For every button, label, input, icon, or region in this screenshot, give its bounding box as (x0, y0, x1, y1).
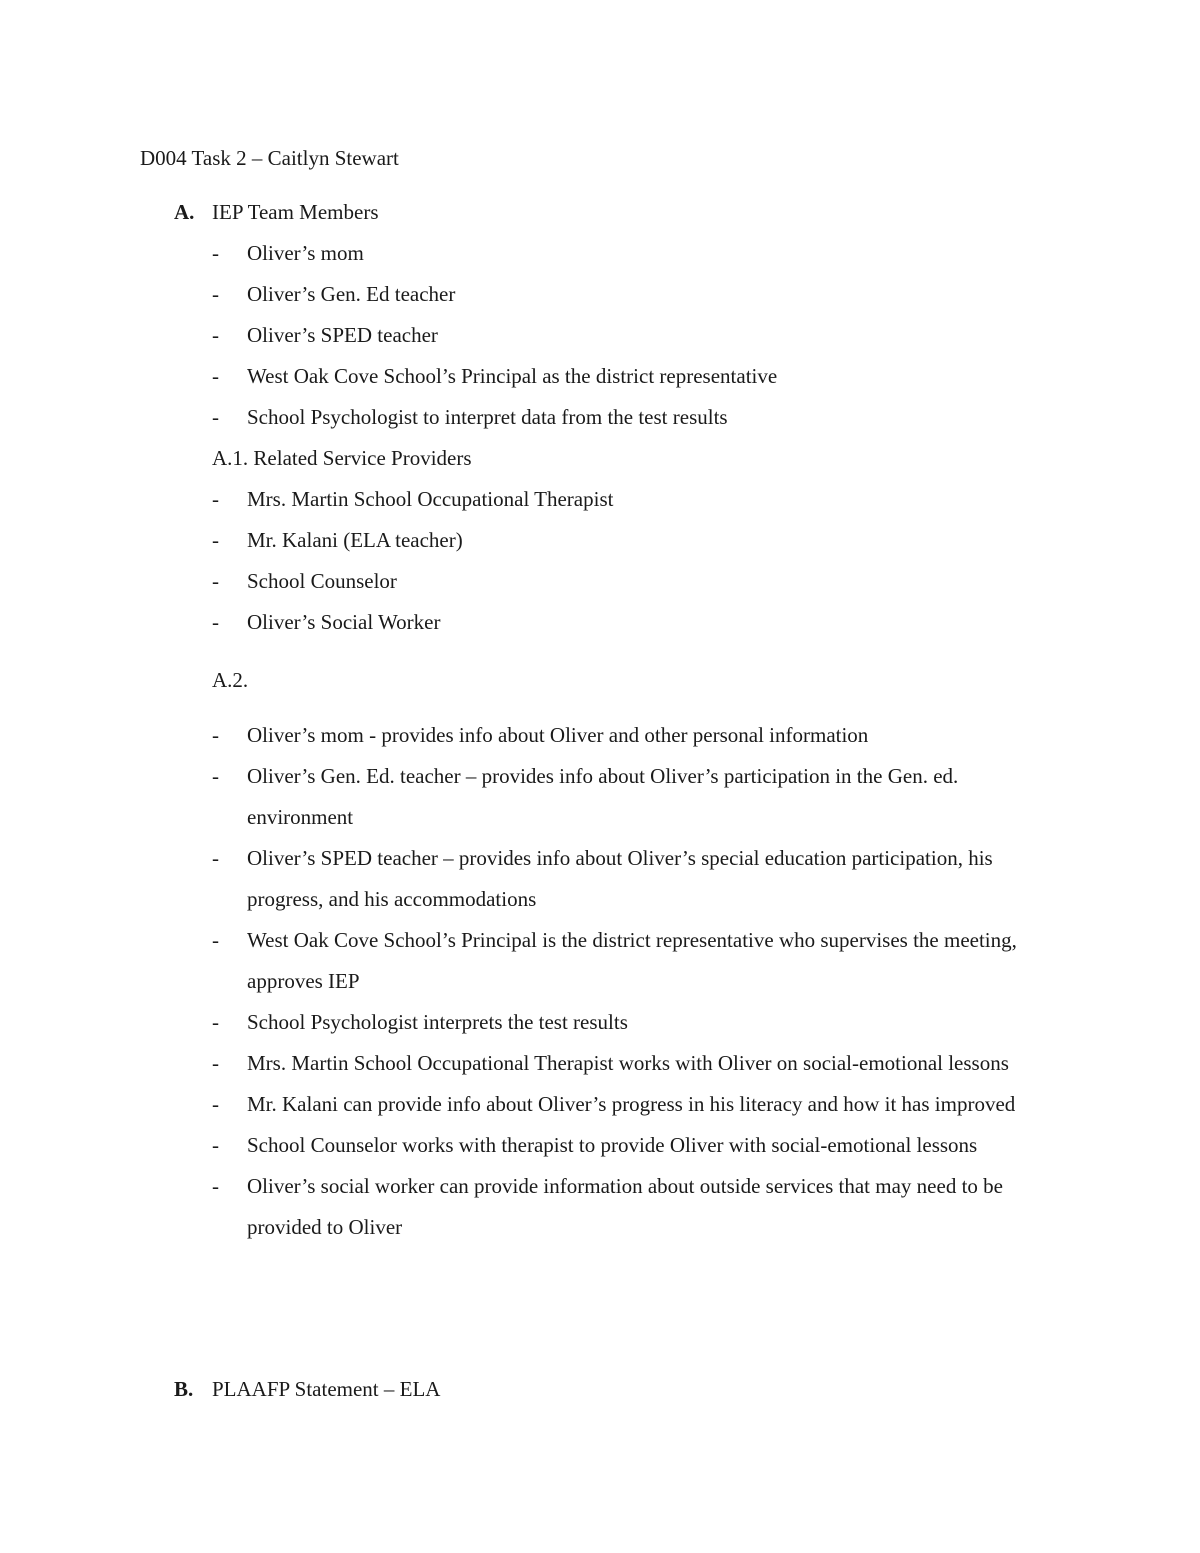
list-item: - Oliver’s Gen. Ed. teacher – provides info about Oliver’s participation in the Gen. ed. environment (212, 756, 1052, 838)
bullet-dash: - (212, 528, 219, 552)
team-roles-list (212, 715, 1052, 1248)
bullet-dash: - (212, 323, 219, 347)
list-item: - Oliver’s Social Worker (212, 602, 1062, 643)
list-item: - School Psychologist interprets the test results (212, 1002, 1052, 1043)
list-item: - Oliver’s SPED teacher – provides info about Oliver’s special education participation, his progress, and his accommodations (212, 838, 1052, 920)
list-item: - Mr. Kalani can provide info about Oliver’s progress in his literacy and how it has improved (212, 1084, 1052, 1125)
bullet-dash: - (212, 569, 219, 593)
bullet-dash: - (212, 1174, 219, 1198)
a2-heading: A.2. (212, 668, 249, 692)
list-item: - School Psychologist to interpret data from the test results (212, 397, 1062, 438)
bullet-dash: - (212, 241, 219, 265)
section-a-title: IEP Team Members (212, 200, 379, 224)
bullet-dash: - (212, 487, 219, 511)
bullet-dash: - (212, 764, 219, 788)
section-b-title: PLAAFP Statement – ELA (212, 1377, 441, 1401)
a1-heading: A.1. Related Service Providers (212, 446, 472, 470)
bullet-dash: - (212, 1010, 219, 1034)
list-item: - School Counselor works with therapist to provide Oliver with social-emotional lessons (212, 1125, 1052, 1166)
list-item: - School Counselor (212, 561, 1062, 602)
list-item: - Oliver’s Gen. Ed teacher (212, 274, 1062, 315)
list-item: - Oliver’s mom - provides info about Oliver and other personal information (212, 715, 1052, 756)
section-b-letter: B. (174, 1377, 194, 1401)
list-item: - Mrs. Martin School Occupational Therapist works with Oliver on social-emotional lessons (212, 1043, 1052, 1084)
related-service-providers-list (212, 479, 1062, 643)
bullet-dash: - (212, 610, 219, 634)
bullet-dash: - (212, 846, 219, 870)
bullet-dash: - (212, 723, 219, 747)
list-item: - West Oak Cove School’s Principal as the district representative (212, 356, 1062, 397)
document-title: D004 Task 2 – Caitlyn Stewart (140, 146, 399, 170)
section-a-letter: A. (174, 200, 195, 224)
list-item: - Oliver’s mom (212, 233, 1062, 274)
section-b-heading (174, 1376, 440, 1402)
bullet-dash: - (212, 1051, 219, 1075)
bullet-dash: - (212, 364, 219, 388)
list-item: - Mr. Kalani (ELA teacher) (212, 520, 1062, 561)
list-item: - West Oak Cove School’s Principal is the district representative who supervises the meeting, approves IEP (212, 920, 1052, 1002)
bullet-dash: - (212, 405, 219, 429)
section-a-heading (174, 199, 379, 225)
bullet-dash: - (212, 928, 219, 952)
bullet-dash: - (212, 1133, 219, 1157)
iep-team-members-list (212, 233, 1062, 438)
bullet-dash: - (212, 282, 219, 306)
list-item: - Oliver’s social worker can provide information about outside services that may need to be provided to Oliver (212, 1166, 1052, 1248)
list-item: - Mrs. Martin School Occupational Therapist (212, 479, 1062, 520)
bullet-dash: - (212, 1092, 219, 1116)
list-item: - Oliver’s SPED teacher (212, 315, 1062, 356)
